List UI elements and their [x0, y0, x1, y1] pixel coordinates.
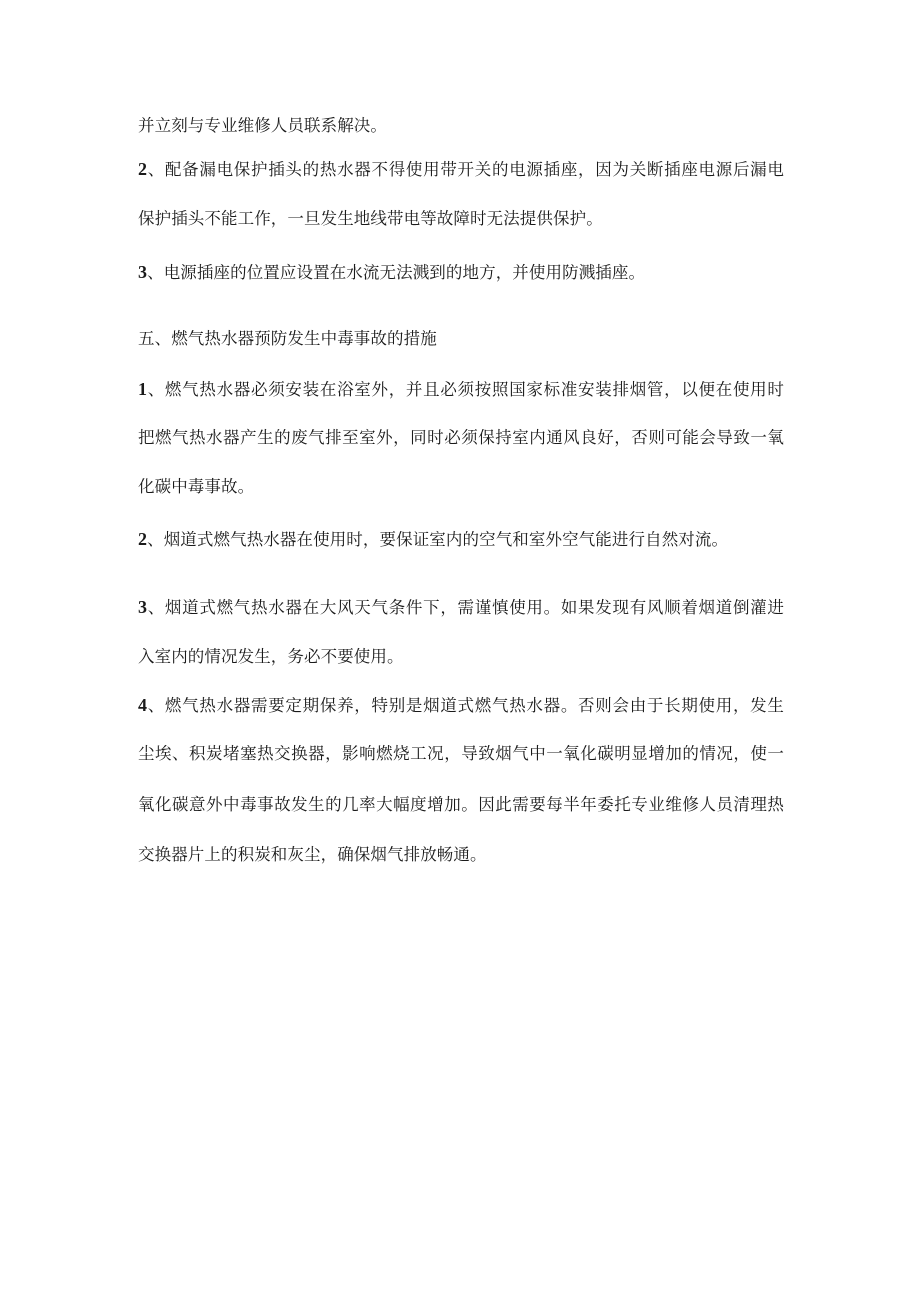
text-line	[138, 477, 254, 497]
line-text: 并立刻与专业维修人员联系解决。	[138, 116, 387, 135]
list-item-2-line-1	[138, 159, 784, 180]
list-item-4-line-1	[138, 695, 784, 716]
line-text: 、燃气热水器必须安装在浴室外，并且必须按照国家标准安装排烟管，以便在使用时	[147, 380, 784, 399]
line-text: 、电源插座的位置应设置在水流无法溅到的地方，并使用防溅插座。	[147, 263, 646, 282]
line-text: 尘埃、积炭堵塞热交换器，影响燃烧工况，导致烟气中一氧化碳明显增加的情况，使一	[138, 744, 784, 763]
item-number: 4	[138, 695, 148, 715]
item-number: 1	[138, 379, 148, 399]
line-text: 、烟道式燃气热水器在大风天气条件下，需谨慎使用。如果发现有风顺着烟道倒灌进	[147, 598, 784, 617]
line-text: 、燃气热水器需要定期保养，特别是烟道式燃气热水器。否则会由于长期使用，发生	[147, 696, 784, 715]
line-text: 、烟道式燃气热水器在使用时，要保证室内的空气和室外空气能进行自然对流。	[147, 530, 729, 549]
text-line	[138, 116, 387, 136]
line-text: 、配备漏电保护插头的热水器不得使用带开关的电源插座，因为关断插座电源后漏电	[147, 160, 784, 179]
section-title: 五、燃气热水器预防发生中毒事故的措施	[138, 329, 437, 348]
list-item-3-line-1	[138, 262, 645, 283]
text-line	[138, 209, 603, 229]
line-text: 把燃气热水器产生的废气排至室外，同时必须保持室内通风良好，否则可能会导致一氧	[138, 428, 784, 447]
list-item-2-line-1	[138, 529, 728, 550]
item-number: 2	[138, 159, 148, 179]
item-number: 3	[138, 262, 148, 282]
text-line	[138, 845, 487, 865]
list-item-3-line-1	[138, 597, 784, 618]
line-text: 化碳中毒事故。	[138, 477, 255, 496]
item-number: 2	[138, 529, 148, 549]
line-text: 保护插头不能工作，一旦发生地线带电等故障时无法提供保护。	[138, 209, 603, 228]
text-line	[138, 647, 404, 667]
text-line	[138, 795, 784, 815]
line-text: 入室内的情况发生，务必不要使用。	[138, 647, 404, 666]
section-heading	[138, 329, 437, 349]
line-text: 氧化碳意外中毒事故发生的几率大幅度增加。因此需要每半年委托专业维修人员清理热	[138, 795, 784, 814]
text-line	[138, 744, 784, 764]
list-item-1-line-1	[138, 379, 784, 400]
line-text: 交换器片上的积炭和灰尘，确保烟气排放畅通。	[138, 845, 487, 864]
item-number: 3	[138, 597, 148, 617]
text-line	[138, 428, 784, 448]
